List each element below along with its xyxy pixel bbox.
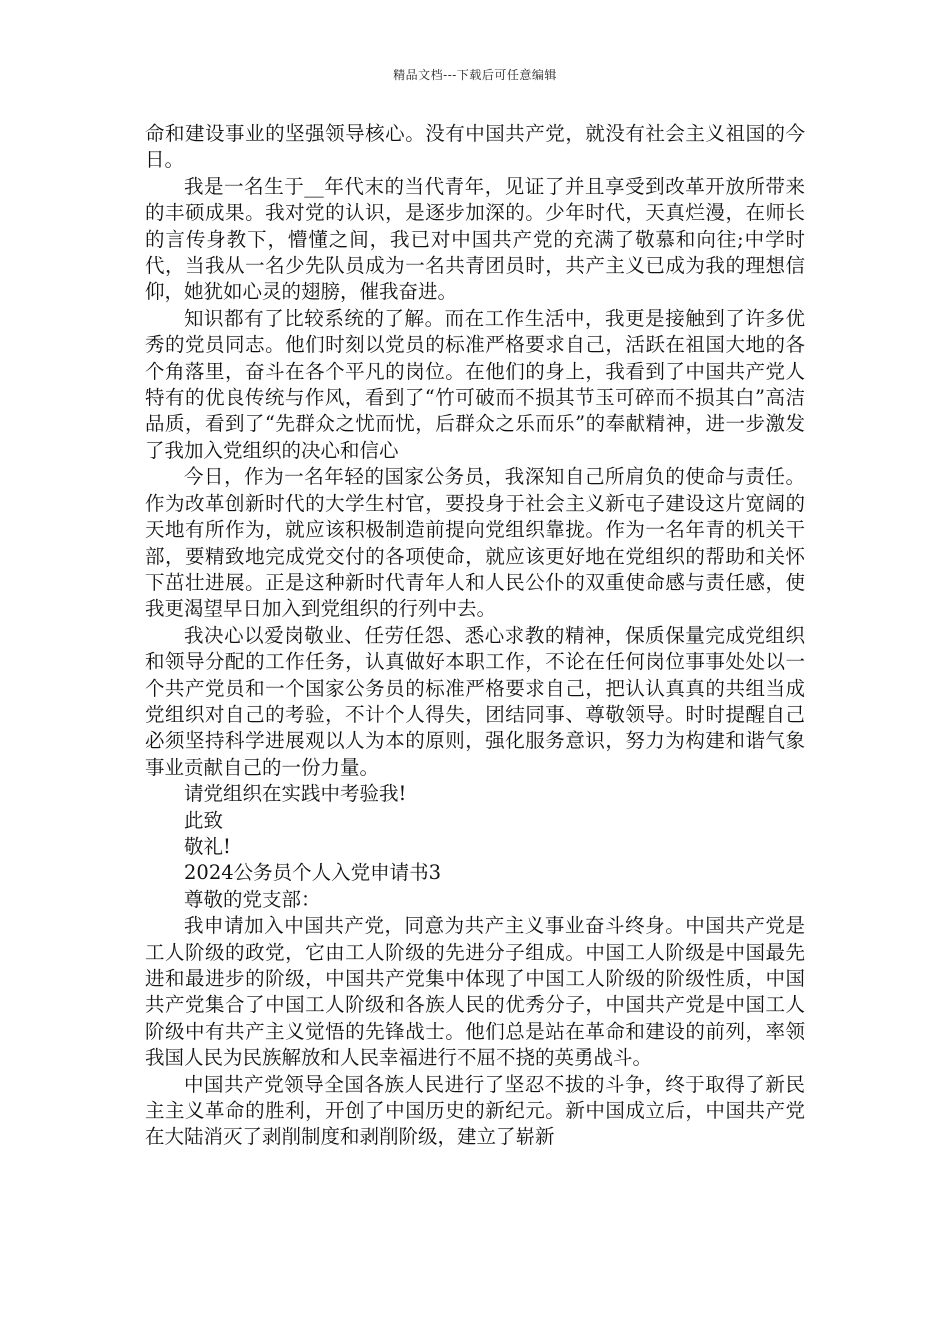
paragraph: 我是一名生于__年代末的当代青年，见证了并且享受到改革开放所带来的丰硕成果。我对党的认识，是逐步加深的。少年时代，天真烂漫，在师长的言传身教下，懵懂之间，我已对中国共产党的充满了敬慕和向往;中学时代，当我从一名少先队员成为一名共青团员时，共产主义已成为我的理想信仰，她犹如心灵的翅膀，催我奋进。 — [145, 174, 805, 304]
letter-greeting: 尊敬的党支部： — [184, 887, 321, 911]
paragraph: 我决心以爱岗敬业、任劳任怨、悉心求教的精神，保质保量完成党组织和领导分配的工作任务，认真做好本职工作，不论在任何岗位事事处处以一个共产党员和一个国家公务员的标准严格要求自己，把认认真真的共组当成党组织对自己的考验，不计个人得失，团结同事、尊敬领导。时时提醒自己必须坚持科学进展观以人为本的原则，强化服务意识，努力为构建和谐气象事业贡献自己的一份力量。 — [145, 623, 805, 779]
paragraph: 命和建设事业的坚强领导核心。没有中国共产党，就没有社会主义祖国的今日。 — [145, 122, 805, 172]
salutation-line: 此致 — [184, 808, 224, 832]
paragraph: 知识都有了比较系统的了解。而在工作生活中，我更是接触到了许多优秀的党员同志。他们时刻以党员的标准严格要求自己，活跃在祖国大地的各个角落里，奋斗在各个平凡的岗位。在他们的身上，我看到了中国共产党人特有的优良传统与作风，看到了“竹可破而不损其节玉可碎而不损其白”高洁品质，看到了“先群众之忧而忧，后群众之乐而乐”的奉献精神，进一步激发了我加入党组织的决心和信心 — [145, 306, 805, 462]
section-title: 2024公务员个人入党申请书3 — [184, 861, 442, 885]
paragraph: 中国共产党领导全国各族人民进行了坚忍不拔的斗争，终于取得了新民主主义革命的胜利，开创了中国历史的新纪元。新中国成立后，中国共产党在大陆消灭了剥削制度和剥削阶级，建立了崭新 — [145, 1072, 805, 1149]
salutation-line: 敬礼! — [184, 834, 231, 858]
paragraph: 今日，作为一名年轻的国家公务员，我深知自己所肩负的使命与责任。作为改革创新时代的大学生村官，要投身于社会主义新屯子建设这片宽阔的天地有所作为，就应该积极制造前提向党组织靠拢。作为一名年青的机关干部，要精致地完成党交付的各项使命，就应该更好地在党组织的帮助和关怀下茁壮进展。正是这种新时代青年人和人民公仆的双重使命感与责任感，使我更渴望早日加入到党组织的行列中去。 — [145, 465, 805, 621]
document-body — [145, 121, 805, 1151]
paragraph: 我申请加入中国共产党，同意为共产主义事业奋斗终身。中国共产党是工人阶级的政党，它由工人阶级的先进分子组成。中国工人阶级是中国最先进和最进步的阶级，中国共产党集中体现了中国工人阶级的阶级性质，中国共产党集合了中国工人阶级和各族人民的优秀分子，中国共产党是中国工人阶级中有共产主义觉悟的先锋战士。他们总是站在革命和建设的前列，率领我国人民为民族解放和人民幸福进行不屈不挠的英勇战斗。 — [145, 914, 805, 1070]
closing-request: 请党组织在实践中考验我! — [184, 782, 407, 806]
page-header: 精品文档---下载后可任意编辑 — [393, 68, 557, 82]
